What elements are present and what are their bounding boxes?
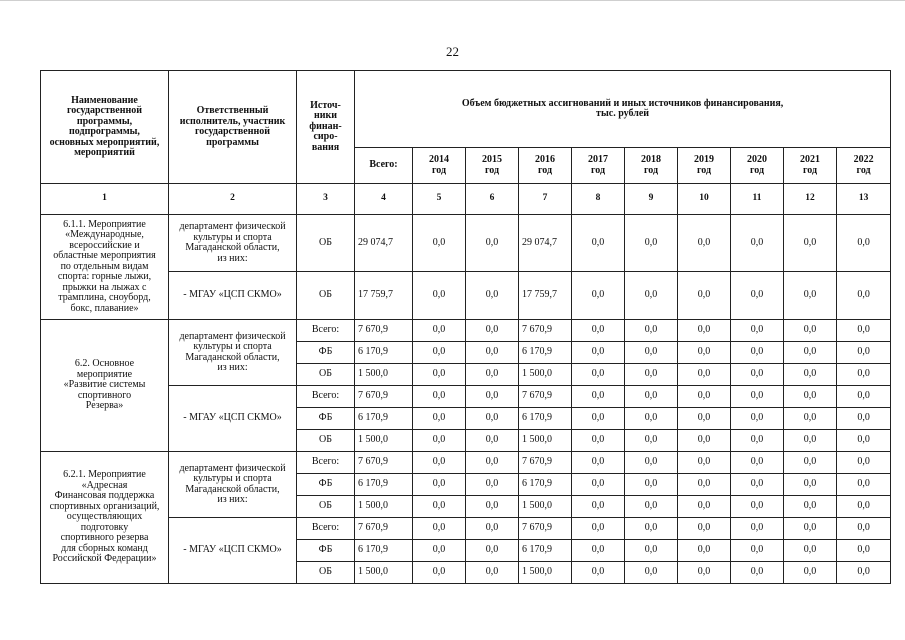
table-row: [41, 215, 891, 272]
header-year: 2017 год: [572, 148, 625, 184]
year-value: 0,0: [625, 496, 678, 518]
total-value: 7 670,9: [355, 518, 413, 540]
year-value: 0,0: [678, 408, 731, 430]
year-value: 0,0: [837, 452, 891, 474]
year-value: 0,0: [784, 518, 837, 540]
year-value: 0,0: [625, 386, 678, 408]
year-value: 0,0: [784, 540, 837, 562]
year-value: 0,0: [572, 452, 625, 474]
total-value: 7 670,9: [355, 386, 413, 408]
table-body: [41, 215, 891, 584]
year-value: 0,0: [731, 518, 784, 540]
year-value: 0,0: [413, 272, 466, 320]
scan-top-edge: [0, 0, 905, 1]
year-value: 0,0: [466, 272, 519, 320]
year-value: 0,0: [466, 496, 519, 518]
year-value: 0,0: [466, 364, 519, 386]
header-source: Источ- ники финан- сиро- вания: [297, 71, 355, 184]
year-value: 0,0: [413, 496, 466, 518]
funding-source: Всего:: [297, 518, 355, 540]
year-value: 0,0: [466, 518, 519, 540]
budget-table: [40, 70, 891, 584]
year-value: 7 670,9: [519, 320, 572, 342]
year-value: 0,0: [625, 562, 678, 584]
executor-name: - МГАУ «ЦСП СКМО»: [169, 272, 297, 320]
year-value: 0,0: [625, 540, 678, 562]
year-value: 0,0: [413, 562, 466, 584]
year-value: 0,0: [572, 386, 625, 408]
year-value: 0,0: [837, 496, 891, 518]
table-row: [41, 320, 891, 342]
year-value: 0,0: [837, 364, 891, 386]
column-numbers-row: [41, 184, 891, 215]
year-value: 0,0: [837, 386, 891, 408]
year-value: 0,0: [784, 496, 837, 518]
header-program: Наименование государственной программы, подпрограммы, основных мероприятий, мероприятий: [41, 71, 169, 184]
header-year: 2018 год: [625, 148, 678, 184]
year-value: 0,0: [625, 342, 678, 364]
header-year: 2022 год: [837, 148, 891, 184]
year-value: 7 670,9: [519, 386, 572, 408]
header-total: Всего:: [355, 148, 413, 184]
year-value: 0,0: [466, 386, 519, 408]
year-value: 0,0: [784, 272, 837, 320]
year-value: 0,0: [572, 474, 625, 496]
year-value: 0,0: [572, 364, 625, 386]
year-value: 0,0: [572, 320, 625, 342]
year-value: 0,0: [678, 518, 731, 540]
year-value: 0,0: [837, 272, 891, 320]
year-value: 0,0: [678, 496, 731, 518]
column-number: 7: [519, 184, 572, 215]
year-value: 0,0: [625, 430, 678, 452]
total-value: 6 170,9: [355, 408, 413, 430]
year-value: 0,0: [413, 320, 466, 342]
table-row: [41, 518, 891, 540]
year-value: 0,0: [731, 386, 784, 408]
year-value: 0,0: [731, 430, 784, 452]
year-value: 1 500,0: [519, 430, 572, 452]
year-value: 0,0: [784, 408, 837, 430]
year-value: 0,0: [466, 215, 519, 272]
executor-name: департамент физической культуры и спорта Магаданской области, из них:: [169, 320, 297, 386]
year-value: 0,0: [784, 342, 837, 364]
executor-name: - МГАУ «ЦСП СКМО»: [169, 518, 297, 584]
page-number: 22: [446, 44, 459, 59]
funding-source: ОБ: [297, 562, 355, 584]
year-value: 0,0: [837, 320, 891, 342]
year-value: 6 170,9: [519, 540, 572, 562]
year-value: 0,0: [625, 272, 678, 320]
year-value: 0,0: [572, 562, 625, 584]
table-row: [41, 386, 891, 408]
year-value: 0,0: [678, 364, 731, 386]
year-value: 0,0: [731, 562, 784, 584]
year-value: 0,0: [413, 408, 466, 430]
year-value: 0,0: [784, 320, 837, 342]
funding-source: Всего:: [297, 320, 355, 342]
funding-source: Всего:: [297, 452, 355, 474]
year-value: 0,0: [731, 452, 784, 474]
column-number: 1: [41, 184, 169, 215]
total-value: 6 170,9: [355, 540, 413, 562]
year-value: 0,0: [784, 386, 837, 408]
year-value: 0,0: [678, 215, 731, 272]
column-number: 3: [297, 184, 355, 215]
year-value: 0,0: [837, 474, 891, 496]
year-value: 0,0: [784, 452, 837, 474]
year-value: 0,0: [837, 540, 891, 562]
year-value: 0,0: [625, 215, 678, 272]
measure-name: 6.2. Основное мероприятие «Развитие системы спортивного Резерва»: [41, 320, 169, 452]
year-value: 0,0: [731, 342, 784, 364]
executor-name: - МГАУ «ЦСП СКМО»: [169, 386, 297, 452]
header-year: 2016 год: [519, 148, 572, 184]
column-number: 12: [784, 184, 837, 215]
year-value: 0,0: [837, 215, 891, 272]
column-number: 11: [731, 184, 784, 215]
total-value: 29 074,7: [355, 215, 413, 272]
year-value: 0,0: [678, 452, 731, 474]
year-value: 0,0: [572, 408, 625, 430]
total-value: 6 170,9: [355, 474, 413, 496]
year-value: 0,0: [466, 342, 519, 364]
executor-name: департамент физической культуры и спорта Магаданской области, из них:: [169, 215, 297, 272]
total-value: 17 759,7: [355, 272, 413, 320]
header-year: 2014 год: [413, 148, 466, 184]
year-value: 0,0: [784, 215, 837, 272]
year-value: 0,0: [466, 540, 519, 562]
year-value: 0,0: [678, 562, 731, 584]
total-value: 6 170,9: [355, 342, 413, 364]
header-year: 2015 год: [466, 148, 519, 184]
measure-name: 6.2.1. Мероприятие «Адресная Финансовая поддержка спортивных организаций, осуществляющих подготовку спортивного резерва для сборных команд Российской Федерации»: [41, 452, 169, 584]
year-value: 0,0: [413, 430, 466, 452]
funding-source: ОБ: [297, 364, 355, 386]
year-value: 0,0: [572, 496, 625, 518]
total-value: 7 670,9: [355, 320, 413, 342]
year-value: 6 170,9: [519, 408, 572, 430]
year-value: 0,0: [572, 215, 625, 272]
year-value: 0,0: [413, 215, 466, 272]
header-year: 2021 год: [784, 148, 837, 184]
table-row: [41, 272, 891, 320]
year-value: 0,0: [572, 272, 625, 320]
funding-source: ФБ: [297, 474, 355, 496]
column-number: 2: [169, 184, 297, 215]
funding-source: ФБ: [297, 540, 355, 562]
column-number: 9: [625, 184, 678, 215]
year-value: 1 500,0: [519, 496, 572, 518]
funding-source: ОБ: [297, 496, 355, 518]
year-value: 7 670,9: [519, 518, 572, 540]
funding-source: ОБ: [297, 272, 355, 320]
measure-name: 6.1.1. Мероприятие «Международные, всероссийские и областные мероприятия по отдельным видам спорта: горные лыжи, прыжки на лыжах с трамплина, сноуборд, бокс, плавание»: [41, 215, 169, 320]
year-value: 0,0: [625, 452, 678, 474]
total-value: 1 500,0: [355, 496, 413, 518]
year-value: 0,0: [466, 562, 519, 584]
column-number: 4: [355, 184, 413, 215]
year-value: 0,0: [837, 562, 891, 584]
year-value: 0,0: [678, 272, 731, 320]
year-value: 0,0: [678, 540, 731, 562]
year-value: 0,0: [837, 342, 891, 364]
year-value: 7 670,9: [519, 452, 572, 474]
total-value: 1 500,0: [355, 562, 413, 584]
year-value: 0,0: [413, 342, 466, 364]
year-value: 0,0: [625, 364, 678, 386]
header-year: 2019 год: [678, 148, 731, 184]
year-value: 0,0: [731, 272, 784, 320]
total-value: 7 670,9: [355, 452, 413, 474]
year-value: 0,0: [572, 342, 625, 364]
year-value: 1 500,0: [519, 364, 572, 386]
year-value: 17 759,7: [519, 272, 572, 320]
year-value: 0,0: [466, 474, 519, 496]
year-value: 0,0: [731, 474, 784, 496]
column-number: 8: [572, 184, 625, 215]
year-value: 0,0: [678, 320, 731, 342]
year-value: 0,0: [466, 320, 519, 342]
year-value: 0,0: [413, 386, 466, 408]
executor-name: департамент физической культуры и спорта Магаданской области, из них:: [169, 452, 297, 518]
year-value: 0,0: [625, 518, 678, 540]
year-value: 0,0: [413, 364, 466, 386]
year-value: 0,0: [572, 430, 625, 452]
year-value: 0,0: [784, 562, 837, 584]
year-value: 6 170,9: [519, 342, 572, 364]
year-value: 0,0: [731, 540, 784, 562]
funding-source: ФБ: [297, 408, 355, 430]
year-value: 29 074,7: [519, 215, 572, 272]
year-value: 0,0: [466, 452, 519, 474]
year-value: 0,0: [731, 496, 784, 518]
year-value: 0,0: [731, 364, 784, 386]
year-value: 0,0: [625, 474, 678, 496]
year-value: 0,0: [466, 430, 519, 452]
year-value: 0,0: [572, 518, 625, 540]
funding-source: ОБ: [297, 430, 355, 452]
column-number: 5: [413, 184, 466, 215]
year-value: 0,0: [678, 342, 731, 364]
year-value: 0,0: [678, 474, 731, 496]
year-value: 6 170,9: [519, 474, 572, 496]
column-number: 10: [678, 184, 731, 215]
year-value: 0,0: [784, 430, 837, 452]
year-value: 0,0: [784, 474, 837, 496]
header-budget: Объем бюджетных ассигнований и иных источников финансирования, тыс. рублей: [355, 71, 891, 148]
column-number: 13: [837, 184, 891, 215]
year-value: 0,0: [625, 320, 678, 342]
header-year: 2020 год: [731, 148, 784, 184]
year-value: 0,0: [625, 408, 678, 430]
year-value: 0,0: [837, 408, 891, 430]
year-value: 0,0: [413, 452, 466, 474]
year-value: 0,0: [784, 364, 837, 386]
year-value: 0,0: [731, 320, 784, 342]
funding-source: Всего:: [297, 386, 355, 408]
year-value: 0,0: [837, 430, 891, 452]
year-value: 0,0: [466, 408, 519, 430]
year-value: 0,0: [413, 540, 466, 562]
header-executor: Ответственный исполнитель, участник государственной программы: [169, 71, 297, 184]
year-value: 0,0: [678, 386, 731, 408]
year-value: 0,0: [731, 408, 784, 430]
total-value: 1 500,0: [355, 430, 413, 452]
year-value: 0,0: [572, 540, 625, 562]
total-value: 1 500,0: [355, 364, 413, 386]
year-value: 1 500,0: [519, 562, 572, 584]
table-row: [41, 452, 891, 474]
year-value: 0,0: [413, 518, 466, 540]
year-value: 0,0: [413, 474, 466, 496]
year-value: 0,0: [837, 518, 891, 540]
funding-source: ФБ: [297, 342, 355, 364]
column-number: 6: [466, 184, 519, 215]
funding-source: ОБ: [297, 215, 355, 272]
year-value: 0,0: [731, 215, 784, 272]
year-value: 0,0: [678, 430, 731, 452]
